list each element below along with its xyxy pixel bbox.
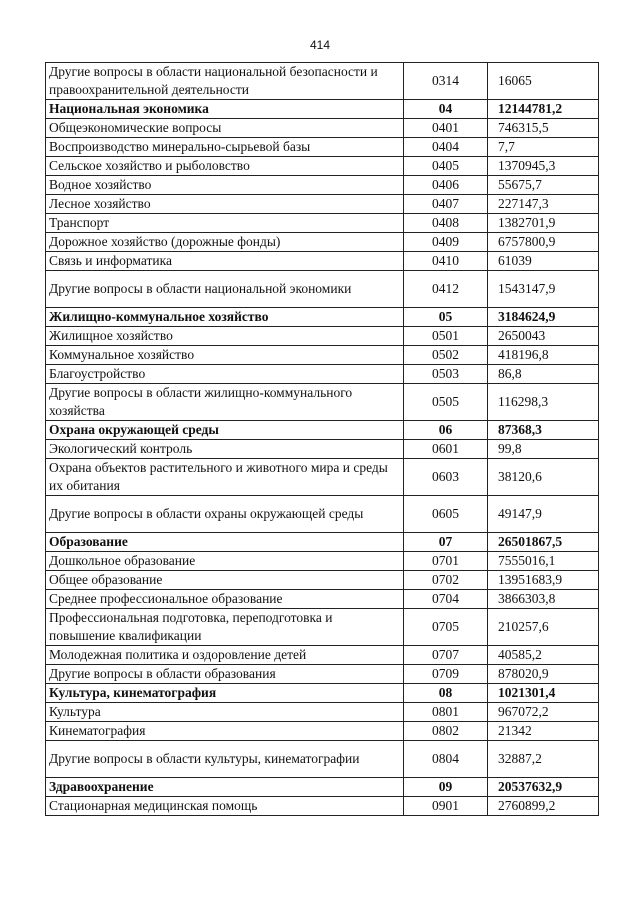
row-code: 0601 xyxy=(404,440,488,459)
row-amount: 1382701,9 xyxy=(488,214,599,233)
table-row xyxy=(46,459,599,496)
row-name: Транспорт xyxy=(46,214,404,233)
table-row xyxy=(46,646,599,665)
row-name: Водное хозяйство xyxy=(46,176,404,195)
row-name: Другие вопросы в области национальной безопасности и правоохранительной деятельности xyxy=(46,63,404,100)
row-code: 0407 xyxy=(404,195,488,214)
row-name: Профессиональная подготовка, переподготовка и повышение квалификации xyxy=(46,609,404,646)
row-code: 05 xyxy=(404,308,488,327)
row-name: Воспроизводство минерально-сырьевой базы xyxy=(46,138,404,157)
row-name: Общеэкономические вопросы xyxy=(46,119,404,138)
row-amount: 2760899,2 xyxy=(488,797,599,816)
row-amount: 16065 xyxy=(488,63,599,100)
row-code: 0704 xyxy=(404,590,488,609)
row-name: Другие вопросы в области охраны окружающей среды xyxy=(46,496,404,533)
section-row xyxy=(46,100,599,119)
budget-table-body xyxy=(46,63,599,816)
table-row xyxy=(46,665,599,684)
row-amount: 61039 xyxy=(488,252,599,271)
table-row xyxy=(46,346,599,365)
row-code: 0603 xyxy=(404,459,488,496)
row-amount: 1543147,9 xyxy=(488,271,599,308)
row-code: 0707 xyxy=(404,646,488,665)
row-name: Среднее профессиональное образование xyxy=(46,590,404,609)
row-amount: 1021301,4 xyxy=(488,684,599,703)
table-row xyxy=(46,741,599,778)
table-row xyxy=(46,195,599,214)
row-code: 0802 xyxy=(404,722,488,741)
row-name: Культура xyxy=(46,703,404,722)
row-name: Общее образование xyxy=(46,571,404,590)
row-amount: 227147,3 xyxy=(488,195,599,214)
row-code: 0406 xyxy=(404,176,488,195)
table-row xyxy=(46,214,599,233)
row-code: 0701 xyxy=(404,552,488,571)
row-amount: 746315,5 xyxy=(488,119,599,138)
row-name: Другие вопросы в области культуры, кинематографии xyxy=(46,741,404,778)
table-row xyxy=(46,233,599,252)
row-amount: 21342 xyxy=(488,722,599,741)
row-amount: 49147,9 xyxy=(488,496,599,533)
row-code: 0410 xyxy=(404,252,488,271)
row-amount: 116298,3 xyxy=(488,384,599,421)
row-code: 0801 xyxy=(404,703,488,722)
table-row xyxy=(46,119,599,138)
row-name: Дошкольное образование xyxy=(46,552,404,571)
table-row xyxy=(46,722,599,741)
row-amount: 967072,2 xyxy=(488,703,599,722)
row-name: Благоустройство xyxy=(46,365,404,384)
row-code: 0501 xyxy=(404,327,488,346)
row-amount: 40585,2 xyxy=(488,646,599,665)
table-row xyxy=(46,384,599,421)
row-name: Жилищно-коммунальное хозяйство xyxy=(46,308,404,327)
row-amount: 13951683,9 xyxy=(488,571,599,590)
row-code: 09 xyxy=(404,778,488,797)
row-amount: 2650043 xyxy=(488,327,599,346)
row-amount: 20537632,9 xyxy=(488,778,599,797)
section-row xyxy=(46,778,599,797)
table-row xyxy=(46,252,599,271)
table-row xyxy=(46,552,599,571)
row-name: Жилищное хозяйство xyxy=(46,327,404,346)
table-row xyxy=(46,327,599,346)
row-amount: 99,8 xyxy=(488,440,599,459)
row-amount: 38120,6 xyxy=(488,459,599,496)
row-code: 0409 xyxy=(404,233,488,252)
table-row xyxy=(46,590,599,609)
row-code: 0804 xyxy=(404,741,488,778)
row-amount: 6757800,9 xyxy=(488,233,599,252)
row-amount: 1370945,3 xyxy=(488,157,599,176)
row-name: Лесное хозяйство xyxy=(46,195,404,214)
row-name: Здравоохранение xyxy=(46,778,404,797)
row-amount: 418196,8 xyxy=(488,346,599,365)
budget-table xyxy=(45,62,599,816)
row-name: Кинематография xyxy=(46,722,404,741)
table-row xyxy=(46,703,599,722)
row-code: 0702 xyxy=(404,571,488,590)
row-amount: 32887,2 xyxy=(488,741,599,778)
row-amount: 210257,6 xyxy=(488,609,599,646)
row-amount: 12144781,2 xyxy=(488,100,599,119)
row-name: Молодежная политика и оздоровление детей xyxy=(46,646,404,665)
table-row xyxy=(46,63,599,100)
row-name: Другие вопросы в области национальной экономики xyxy=(46,271,404,308)
row-code: 0505 xyxy=(404,384,488,421)
table-row xyxy=(46,571,599,590)
row-code: 07 xyxy=(404,533,488,552)
row-name: Стационарная медицинская помощь xyxy=(46,797,404,816)
table-row xyxy=(46,157,599,176)
section-row xyxy=(46,308,599,327)
row-name: Коммунальное хозяйство xyxy=(46,346,404,365)
row-code: 06 xyxy=(404,421,488,440)
row-name: Дорожное хозяйство (дорожные фонды) xyxy=(46,233,404,252)
row-name: Сельское хозяйство и рыболовство xyxy=(46,157,404,176)
row-code: 0405 xyxy=(404,157,488,176)
row-name: Связь и информатика xyxy=(46,252,404,271)
row-amount: 26501867,5 xyxy=(488,533,599,552)
table-row xyxy=(46,176,599,195)
page-number: 414 xyxy=(309,38,331,52)
row-name: Другие вопросы в области образования xyxy=(46,665,404,684)
table-row xyxy=(46,440,599,459)
section-row xyxy=(46,421,599,440)
row-amount: 55675,7 xyxy=(488,176,599,195)
row-amount: 3184624,9 xyxy=(488,308,599,327)
row-code: 0605 xyxy=(404,496,488,533)
row-name: Охрана объектов растительного и животного мира и среды их обитания xyxy=(46,459,404,496)
section-row xyxy=(46,533,599,552)
row-amount: 86,8 xyxy=(488,365,599,384)
row-name: Экологический контроль xyxy=(46,440,404,459)
row-code: 0705 xyxy=(404,609,488,646)
row-code: 0401 xyxy=(404,119,488,138)
row-name: Национальная экономика xyxy=(46,100,404,119)
table-row xyxy=(46,365,599,384)
row-code: 0412 xyxy=(404,271,488,308)
table-row xyxy=(46,496,599,533)
section-row xyxy=(46,684,599,703)
row-code: 0314 xyxy=(404,63,488,100)
row-code: 0404 xyxy=(404,138,488,157)
table-row xyxy=(46,797,599,816)
row-code: 0503 xyxy=(404,365,488,384)
row-amount: 3866303,8 xyxy=(488,590,599,609)
table-row xyxy=(46,138,599,157)
row-name: Другие вопросы в области жилищно-коммунального хозяйства xyxy=(46,384,404,421)
row-code: 0408 xyxy=(404,214,488,233)
row-amount: 87368,3 xyxy=(488,421,599,440)
row-name: Культура, кинематография xyxy=(46,684,404,703)
row-name: Образование xyxy=(46,533,404,552)
row-name: Охрана окружающей среды xyxy=(46,421,404,440)
row-amount: 878020,9 xyxy=(488,665,599,684)
row-code: 08 xyxy=(404,684,488,703)
row-code: 0901 xyxy=(404,797,488,816)
table-row xyxy=(46,609,599,646)
row-code: 0709 xyxy=(404,665,488,684)
table-row xyxy=(46,271,599,308)
row-amount: 7,7 xyxy=(488,138,599,157)
row-code: 0502 xyxy=(404,346,488,365)
row-code: 04 xyxy=(404,100,488,119)
row-amount: 7555016,1 xyxy=(488,552,599,571)
